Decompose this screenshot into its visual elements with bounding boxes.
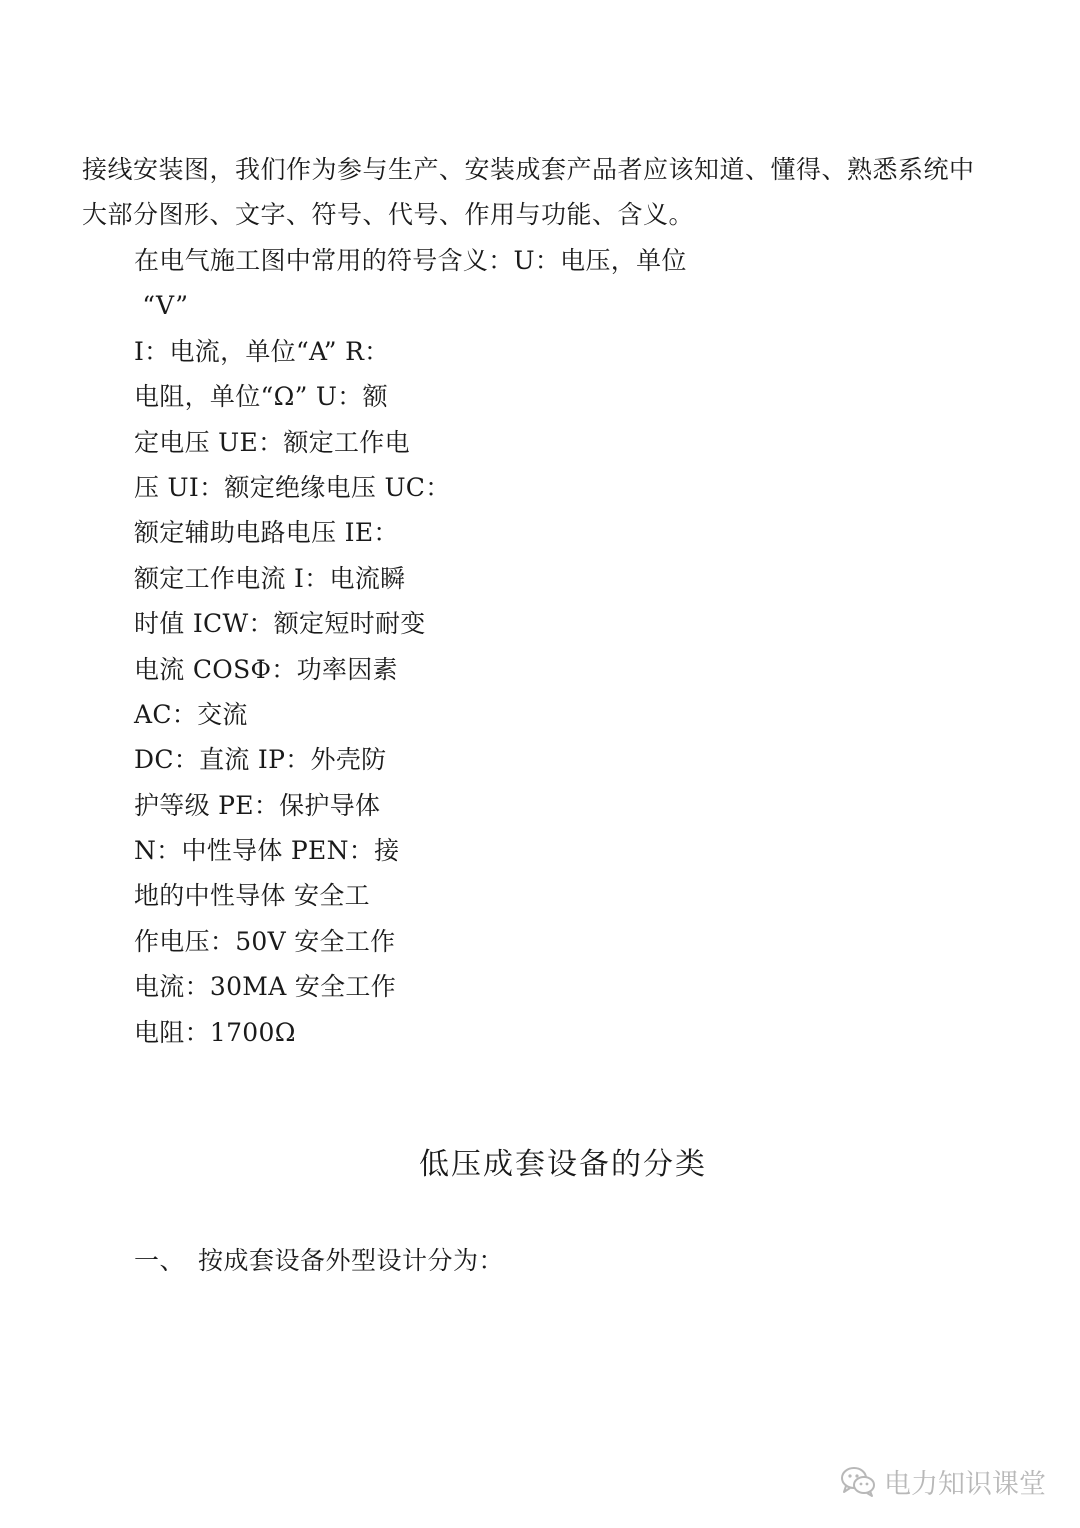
- intro-line-2: 大部分图形、文字、符号、代号、作用与功能、含义。: [82, 200, 695, 229]
- symbol-line: 地的中性导体 安全工: [134, 881, 370, 911]
- symbol-line: AC：交流: [134, 699, 248, 729]
- symbol-line: “V”: [134, 291, 189, 321]
- symbol-line: 额定工作电流 I：电流瞬: [134, 563, 406, 593]
- section-title: 低压成套设备的分类: [419, 1147, 707, 1182]
- symbol-line: 电流：30MA 安全工作: [134, 972, 397, 1002]
- subheading: [134, 1244, 504, 1278]
- intro-line-1: 接线安装图，我们作为参与生产、安装成套产品者应该知道、懂得、熟悉系统中: [82, 155, 975, 184]
- symbol-line: 作电压：50V 安全工作: [134, 926, 396, 956]
- symbol-line: 电阻：1700Ω: [134, 1017, 296, 1047]
- subheading-number: 一、: [134, 1246, 186, 1275]
- symbol-line: DC：直流 IP：外壳防: [134, 745, 387, 775]
- symbol-line: 电阻，单位“Ω” U：额: [134, 382, 388, 412]
- symbol-line: 额定辅助电路电压 IE：: [134, 518, 399, 548]
- wechat-icon: [840, 1466, 876, 1498]
- symbol-definitions-list: [134, 244, 687, 1061]
- symbol-line: 时值 ICW：额定短时耐变: [134, 609, 426, 639]
- symbol-line: 在电气施工图中常用的符号含义：U：电压，单位: [134, 246, 687, 275]
- symbol-line: N：中性导体 PEN：接: [134, 836, 400, 866]
- watermark: [840, 1462, 1046, 1501]
- symbol-line: 护等级 PE：保护导体: [134, 790, 381, 820]
- symbol-line: 压 UI：额定绝缘电压 UC：: [134, 472, 451, 502]
- symbol-line: 电流 COSΦ：功率因素: [134, 654, 398, 684]
- watermark-text: 电力知识课堂: [884, 1469, 1046, 1500]
- symbol-line: I：电流，单位“A” R：: [134, 336, 390, 366]
- symbol-line: 定电压 UE：额定工作电: [134, 427, 410, 457]
- subheading-text: 按成套设备外型设计分为：: [198, 1246, 505, 1275]
